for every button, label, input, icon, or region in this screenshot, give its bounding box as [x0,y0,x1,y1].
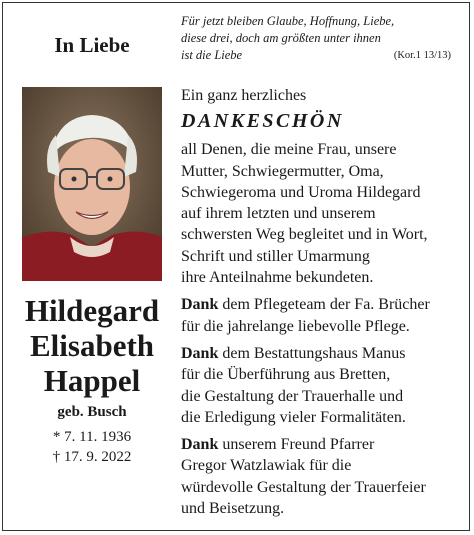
dank-line: unserem Freund Pfarrer [218,436,375,454]
right-column [181,3,471,530]
obituary-frame [2,2,470,531]
heading-in-liebe: In Liebe [54,33,130,57]
deceased-name-block [3,293,181,467]
left-column [3,3,181,530]
dank-paragraph-funeral-home [181,343,466,428]
death-date: † 17. 9. 2022 [52,449,132,465]
thanks-line: ihre Anteilnahme bekundeten. [181,269,374,287]
first-name: Hildegard [24,293,160,328]
dank-line: Gregor Watzlawiak für die [181,457,352,475]
quote-line: diese drei, doch am größten unter ihnen [181,31,381,45]
portrait-photo [22,87,162,281]
dank-word: Dank [181,296,219,314]
dank-line: dem Pflegeteam der Fa. Brücher [218,296,430,314]
thanks-line: Mutter, Schwiegermutter, Oma, [181,162,384,180]
thanks-line: auf ihrem letzten und unserem [181,205,376,223]
quote-reference: (Kor.1 13/13) [393,50,451,61]
thanks-line: Schrift und stiller Umarmung [181,247,370,265]
birth-date: * 7. 11. 1936 [52,429,132,445]
thanks-line: all Denen, die meine Frau, unsere [181,141,397,159]
last-name: Happel [43,363,141,398]
dank-paragraph-pastor [181,434,466,519]
dank-line: die Gestaltung der Trauerhalle und [181,387,404,405]
quote-line: ist die Liebe [181,48,243,62]
dank-word: Dank [181,436,219,454]
bible-quote [181,13,451,64]
dank-line: für die jahrelange liebevolle Pflege. [181,317,410,335]
thanks-line: schwersten Weg begleitet und in Wort, [181,226,428,244]
dankeschoen-title: DANKESCHÖN [181,110,344,133]
dank-line: die Erledigung vieler Formalitäten. [181,408,406,426]
dates [3,427,181,467]
thanks-text [181,85,466,519]
dank-line: für die Überführung aus Bretten, [181,366,391,384]
dank-line: dem Bestattungshaus Manus [218,344,406,362]
thanks-intro: Ein ganz herzliches [181,87,307,104]
dank-paragraph-care [181,294,466,337]
middle-name: Elisabeth [29,328,155,363]
dank-line: würdevolle Gestaltung der Trauerfeier [181,478,426,496]
quote-line: Für jetzt bleiben Glaube, Hoffnung, Liebe, [181,14,395,28]
thanks-line: Schwiegeroma und Uroma Hildegard [181,183,421,201]
dank-word: Dank [181,344,219,362]
dank-line: und Beisetzung. [181,500,285,518]
birth-name: geb. Busch [57,404,127,420]
